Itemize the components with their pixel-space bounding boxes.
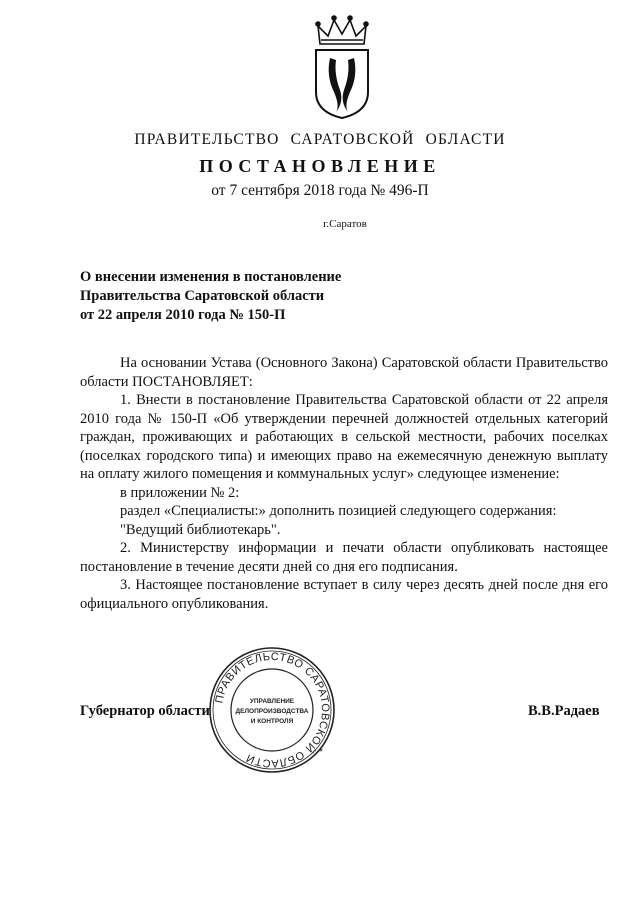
subject-line: Правительства Саратовской области (80, 288, 325, 304)
signatory-position: Губернатор области (80, 703, 210, 719)
document-subject (80, 268, 500, 325)
stamp-star-icon: * (319, 747, 323, 758)
body-paragraph-item-1: 1. Внести в постановление Правительства Саратовской области от 22 апреля 2010 года № 150-П «Об утверждении перечней должностей отдельных категорий граждан, проживающих и работающих в сельской местности, рабочих поселках (поселках городского типа) и имеющих право на ежемесячную денежную выплату на оплату жилого помещения и коммунальных услуг» следующее изменение: (80, 392, 608, 482)
stamp-outer-text: ПРАВИТЕЛЬСТВО САРАТОВСКОЙ ОБЛАСТИ (213, 650, 332, 770)
signatory-name: В.В.Радаев (528, 703, 600, 719)
document-body (80, 354, 608, 613)
official-stamp-icon (207, 645, 337, 775)
government-title: ПРАВИТЕЛЬСТВО САРАТОВСКОЙ ОБЛАСТИ (134, 131, 506, 148)
body-paragraph-section: раздел «Специалисты:» дополнить позицией следующего содержания: (120, 503, 557, 519)
body-paragraph-item-3: 3. Настоящее постановление вступает в силу через десять дней после дня его официального опубликования. (80, 577, 608, 612)
document-city: г.Саратов (323, 218, 367, 230)
body-paragraph-preamble: На основании Устава (Основного Закона) Саратовской области Правительство области ПОСТАНОВЛЯЕТ: (80, 355, 608, 390)
document-date-number: от 7 сентября 2018 года № 496-П (211, 182, 429, 199)
saratov-coat-of-arms-icon (306, 14, 378, 120)
body-paragraph-item-2: 2. Министерству информации и печати области опубликовать настоящее постановление в течение десяти дней со дня его подписания. (80, 540, 608, 575)
body-paragraph-position: "Ведущий библиотекарь". (120, 521, 281, 538)
document-type-heading: ПОСТАНОВЛЕНИЕ (199, 156, 441, 176)
stamp-inner-line: УПРАВЛЕНИЕ (249, 698, 295, 705)
subject-line: от 22 апреля 2010 года № 150-П (80, 307, 286, 323)
subject-line: О внесении изменения в постановление (80, 269, 342, 285)
stamp-inner-line: ДЕЛОПРОИЗВОДСТВА (235, 708, 309, 715)
stamp-inner-line: И КОНТРОЛЯ (250, 718, 294, 725)
body-paragraph-appendix: в приложении № 2: (120, 484, 240, 501)
